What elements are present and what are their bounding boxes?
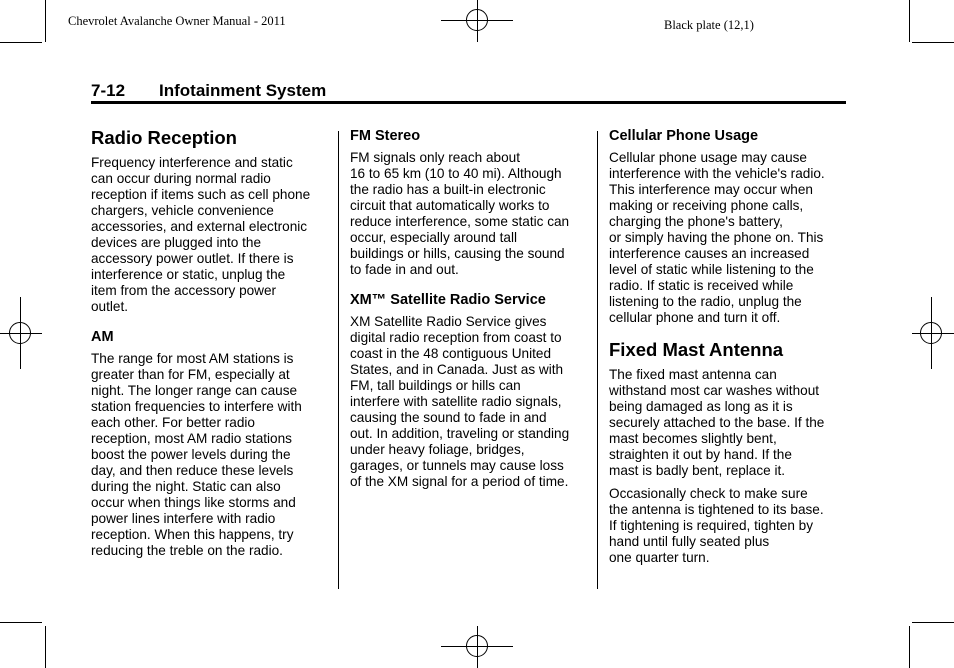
- column-divider: [338, 131, 339, 589]
- heading-am: AM: [91, 329, 114, 345]
- heading-fixed-mast-antenna: Fixed Mast Antenna: [609, 339, 784, 360]
- column-divider: [597, 131, 598, 589]
- paragraph-xm-satellite: XM Satellite Radio Service gives digital radio reception from coast to coast in the 48 contiguous United States, and in Canada. Just as with FM, tall buildings or hills can interfere with satellite radio signals, causing the sound to fade in and out. In addition, traveling or standing under heavy foliage, bridges, garages, or tunnels may cause loss of the XM signal for a period of time.: [350, 314, 570, 489]
- header-rule: [91, 101, 846, 104]
- paragraph-antenna-2: Occasionally check to make sure the antenna is tightened to its base. If tightening is required, tighten by hand until fully seated plus one quarter turn.: [609, 486, 824, 565]
- heading-fm-stereo: FM Stereo: [350, 128, 421, 144]
- paragraph-am: The range for most AM stations is greater than for FM, especially at night. The longer range can cause station frequencies to interfere with each other. For better radio reception, most AM radio stations boost the power levels during the day, and then reduce these levels during the night. Static can also occur when things like storms and power lines interfere with radio reception. When this happens, try reducing the treble on the radio.: [91, 351, 302, 558]
- column-1: [91, 127, 331, 566]
- heading-radio-reception: Radio Reception: [91, 127, 237, 148]
- heading-cellular-phone: Cellular Phone Usage: [609, 128, 759, 144]
- column-2: [350, 127, 590, 497]
- column-3: [609, 127, 849, 573]
- heading-xm-satellite: XM™ Satellite Radio Service: [350, 292, 546, 308]
- running-header-plate: Black plate (12,1): [664, 18, 754, 32]
- running-header-title: Chevrolet Avalanche Owner Manual - 2011: [68, 14, 286, 28]
- paragraph-cellular-phone: Cellular phone usage may cause interference with the vehicle's radio. This interference may occur when making or receiving phone calls, charging the phone's battery, or simply having the phone on. This interference causes an increased level of static while listening to the radio. If static is received while listening to the radio, unplug the cellular phone and turn it off.: [609, 150, 825, 325]
- section-header: [91, 81, 326, 101]
- paragraph-fm-stereo: FM signals only reach about 16 to 65 km (10 to 40 mi). Although the radio has a built-in electronic circuit that automatically works to reduce interference, some static can occur, especially around tall buildings or hills, causing the sound to fade in and out.: [350, 150, 570, 277]
- section-title: Infotainment System: [159, 81, 327, 100]
- page-number: 7-12: [91, 81, 126, 100]
- paragraph-antenna-1: The fixed mast antenna can withstand most car washes without being damaged as long as it is securely attached to the base. If the mast becomes slightly bent, straighten it out by hand. If the mast is badly bent, replace it.: [609, 367, 825, 478]
- paragraph-radio-reception: Frequency interference and static can occur during normal radio reception if items such as cell phone chargers, vehicle convenience accessories, and external electronic devices are plugged into the accessory power outlet. If there is interference or static, unplug the item from the accessory power outlet.: [91, 155, 311, 314]
